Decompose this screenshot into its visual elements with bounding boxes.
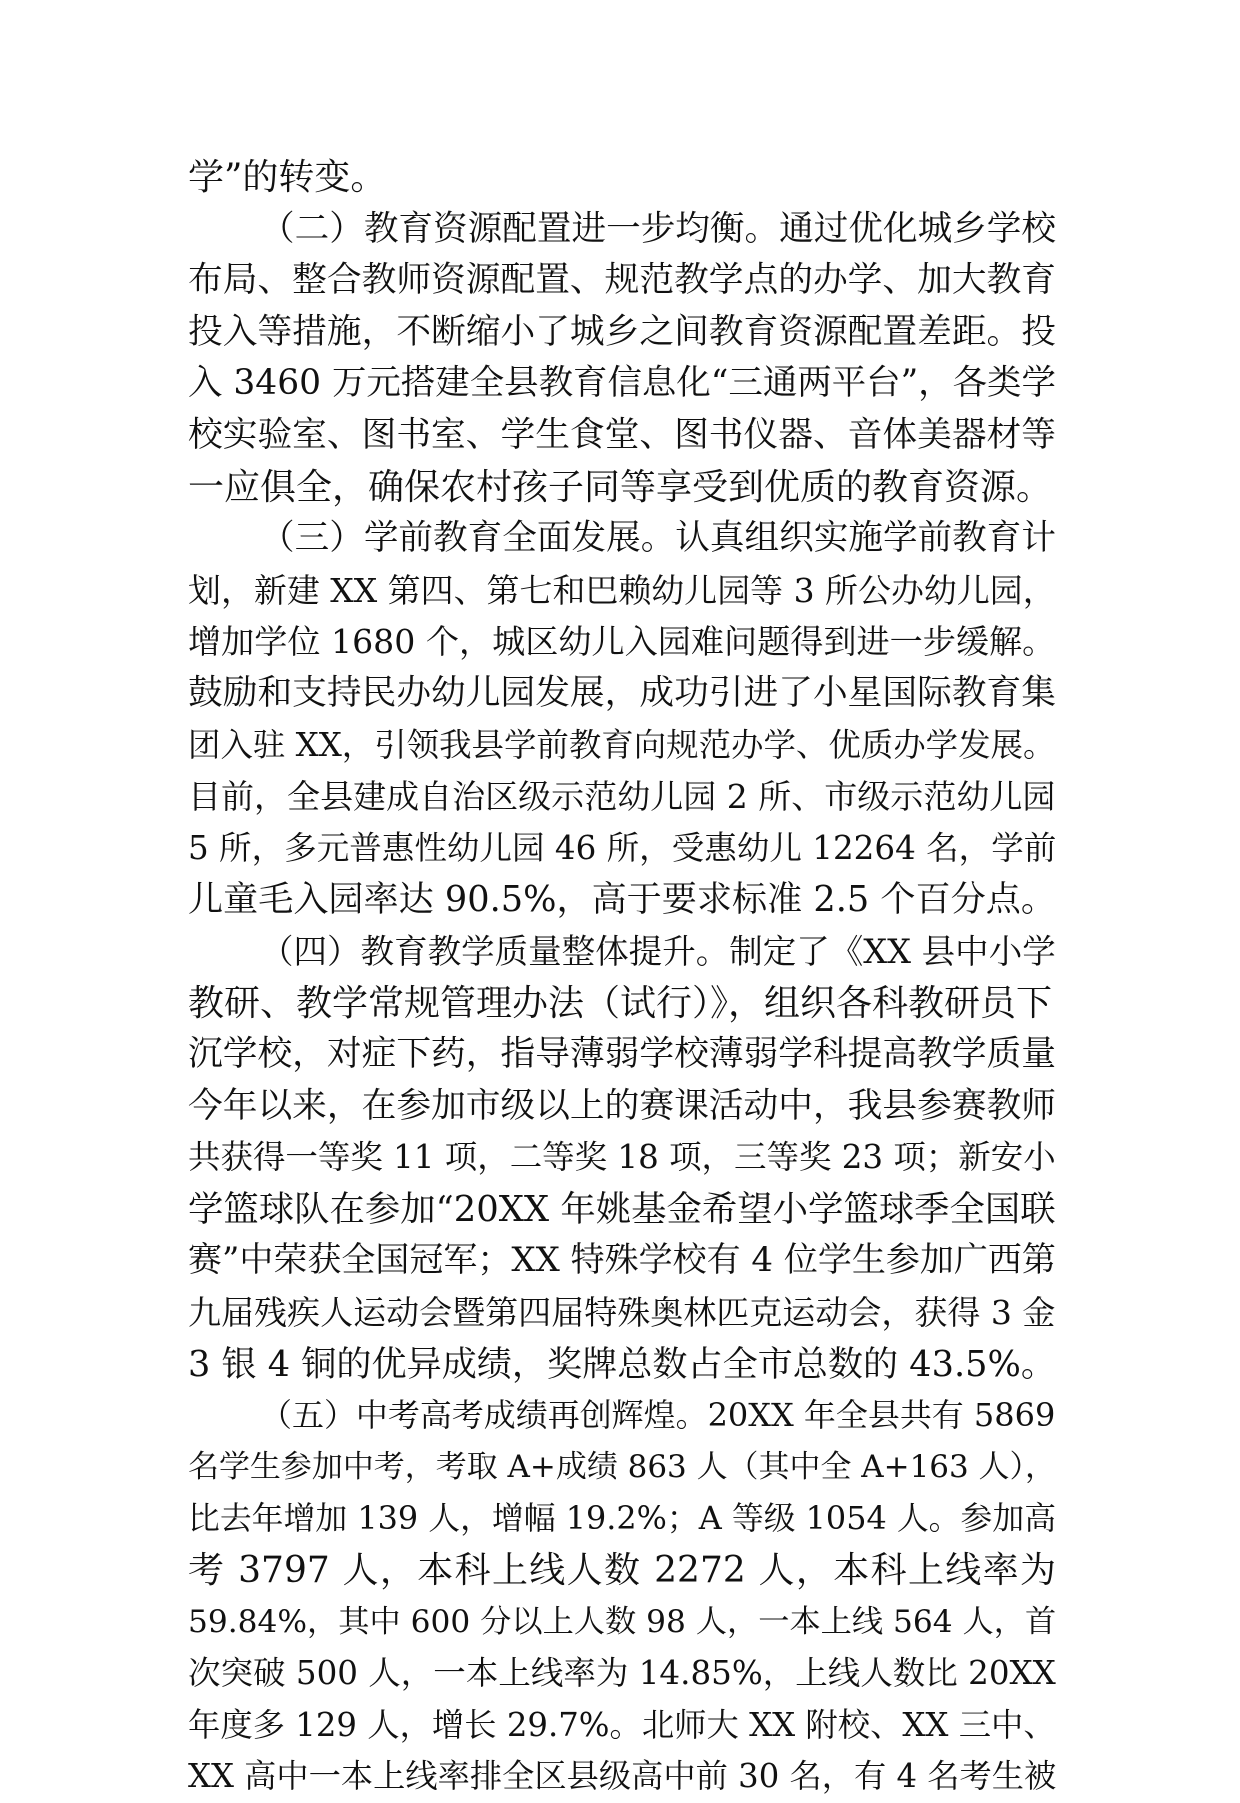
text-line: 鼓励和支持民办幼儿园发展，成功引进了小星国际教育集	[188, 672, 1056, 713]
text-line: 布局、整合教师资源配置、规范教学点的办学、加大教育	[188, 260, 1056, 301]
text-line: 名学生参加中考，考取 A+成绩 863 人（其中全 A+163 人），	[188, 1448, 1056, 1485]
text-line: 赛”中荣获全国冠军；XX 特殊学校有 4 位学生参加广西第	[188, 1240, 1056, 1281]
text-line: 教研、教学常规管理办法（试行）》，组织各科教研员下	[188, 982, 1053, 1024]
text-line: 校实验室、图书室、学生食堂、图书仪器、音体美器材等	[188, 414, 1056, 455]
text-line: 增加学位 1680 个，城区幼儿入园难问题得到进一步缓解。	[188, 622, 1056, 662]
text-line: 考 3797 人，本科上线人数 2272 人，本科上线率为	[188, 1550, 1056, 1592]
text-line: 学”的转变。	[188, 157, 387, 198]
text-line: 3 银 4 铜的优异成绩，奖牌总数占全市总数的 43.5%。	[188, 1343, 1056, 1385]
text-line: 儿童毛入园率达 90.5%，高于要求标准 2.5 个百分点。	[188, 879, 1056, 921]
body-text	[188, 152, 1056, 1803]
text-line: 一应俱全，确保农村孩子同等享受到优质的教育资源。	[188, 466, 1053, 508]
text-line: 团入驻 XX，引领我县学前教育向规范办学、优质办学发展。	[188, 725, 1056, 764]
text-line: 学篮球队在参加“20XX 年姚基金希望小学篮球季全国联	[188, 1188, 1056, 1230]
text-line: 59.84%，其中 600 分以上人数 98 人，一本上线 564 人，首	[188, 1603, 1056, 1640]
text-line: 年度多 129 人，增长 29.7%。北师大 XX 附校、XX 三中、	[188, 1705, 1056, 1744]
text-line: 共获得一等奖 11 项，二等奖 18 项，三等奖 23 项；新安小	[188, 1138, 1056, 1177]
text-line: 九届残疾人运动会暨第四届特殊奥林匹克运动会，获得 3 金	[188, 1293, 1056, 1333]
text-line: 比去年增加 139 人，增幅 19.2%；A 等级 1054 人。参加高	[188, 1499, 1056, 1538]
paragraph-start-line: （四）教育教学质量整体提升。制定了《XX 县中小学	[260, 931, 1056, 971]
text-line: 投入等措施，不断缩小了城乡之间教育资源配置差距。投	[188, 311, 1056, 352]
text-line: 沉学校，对症下药，指导薄弱学校薄弱学科提高教学质量	[188, 1034, 1056, 1075]
text-line: 次突破 500 人，一本上线率为 14.85%，上线人数比 20XX	[188, 1654, 1056, 1693]
text-line: 入 3460 万元搭建全县教育信息化“三通两平台”，各类学	[188, 363, 1056, 404]
text-line: XX 高中一本上线率排全区县级高中前 30 名，有 4 名考生被	[188, 1757, 1056, 1796]
paragraph-start-line: （二）教育资源配置进一步均衡。通过优化城乡学校	[260, 208, 1056, 249]
text-line: 划，新建 XX 第四、第七和巴赖幼儿园等 3 所公办幼儿园，	[188, 570, 1056, 610]
text-line: 5 所，多元普惠性幼儿园 46 所，受惠幼儿 12264 名，学前	[188, 828, 1056, 867]
text-line: 今年以来，在参加市级以上的赛课活动中，我县参赛教师	[188, 1085, 1056, 1126]
text-line: 目前，全县建成自治区级示范幼儿园 2 所、市级示范幼儿园	[188, 777, 1056, 817]
paragraph-start-line: （三）学前教育全面发展。认真组织实施学前教育计	[260, 518, 1056, 559]
paragraph-start-line: （五）中考高考成绩再创辉煌。20XX 年全县共有 5869	[260, 1396, 1056, 1435]
